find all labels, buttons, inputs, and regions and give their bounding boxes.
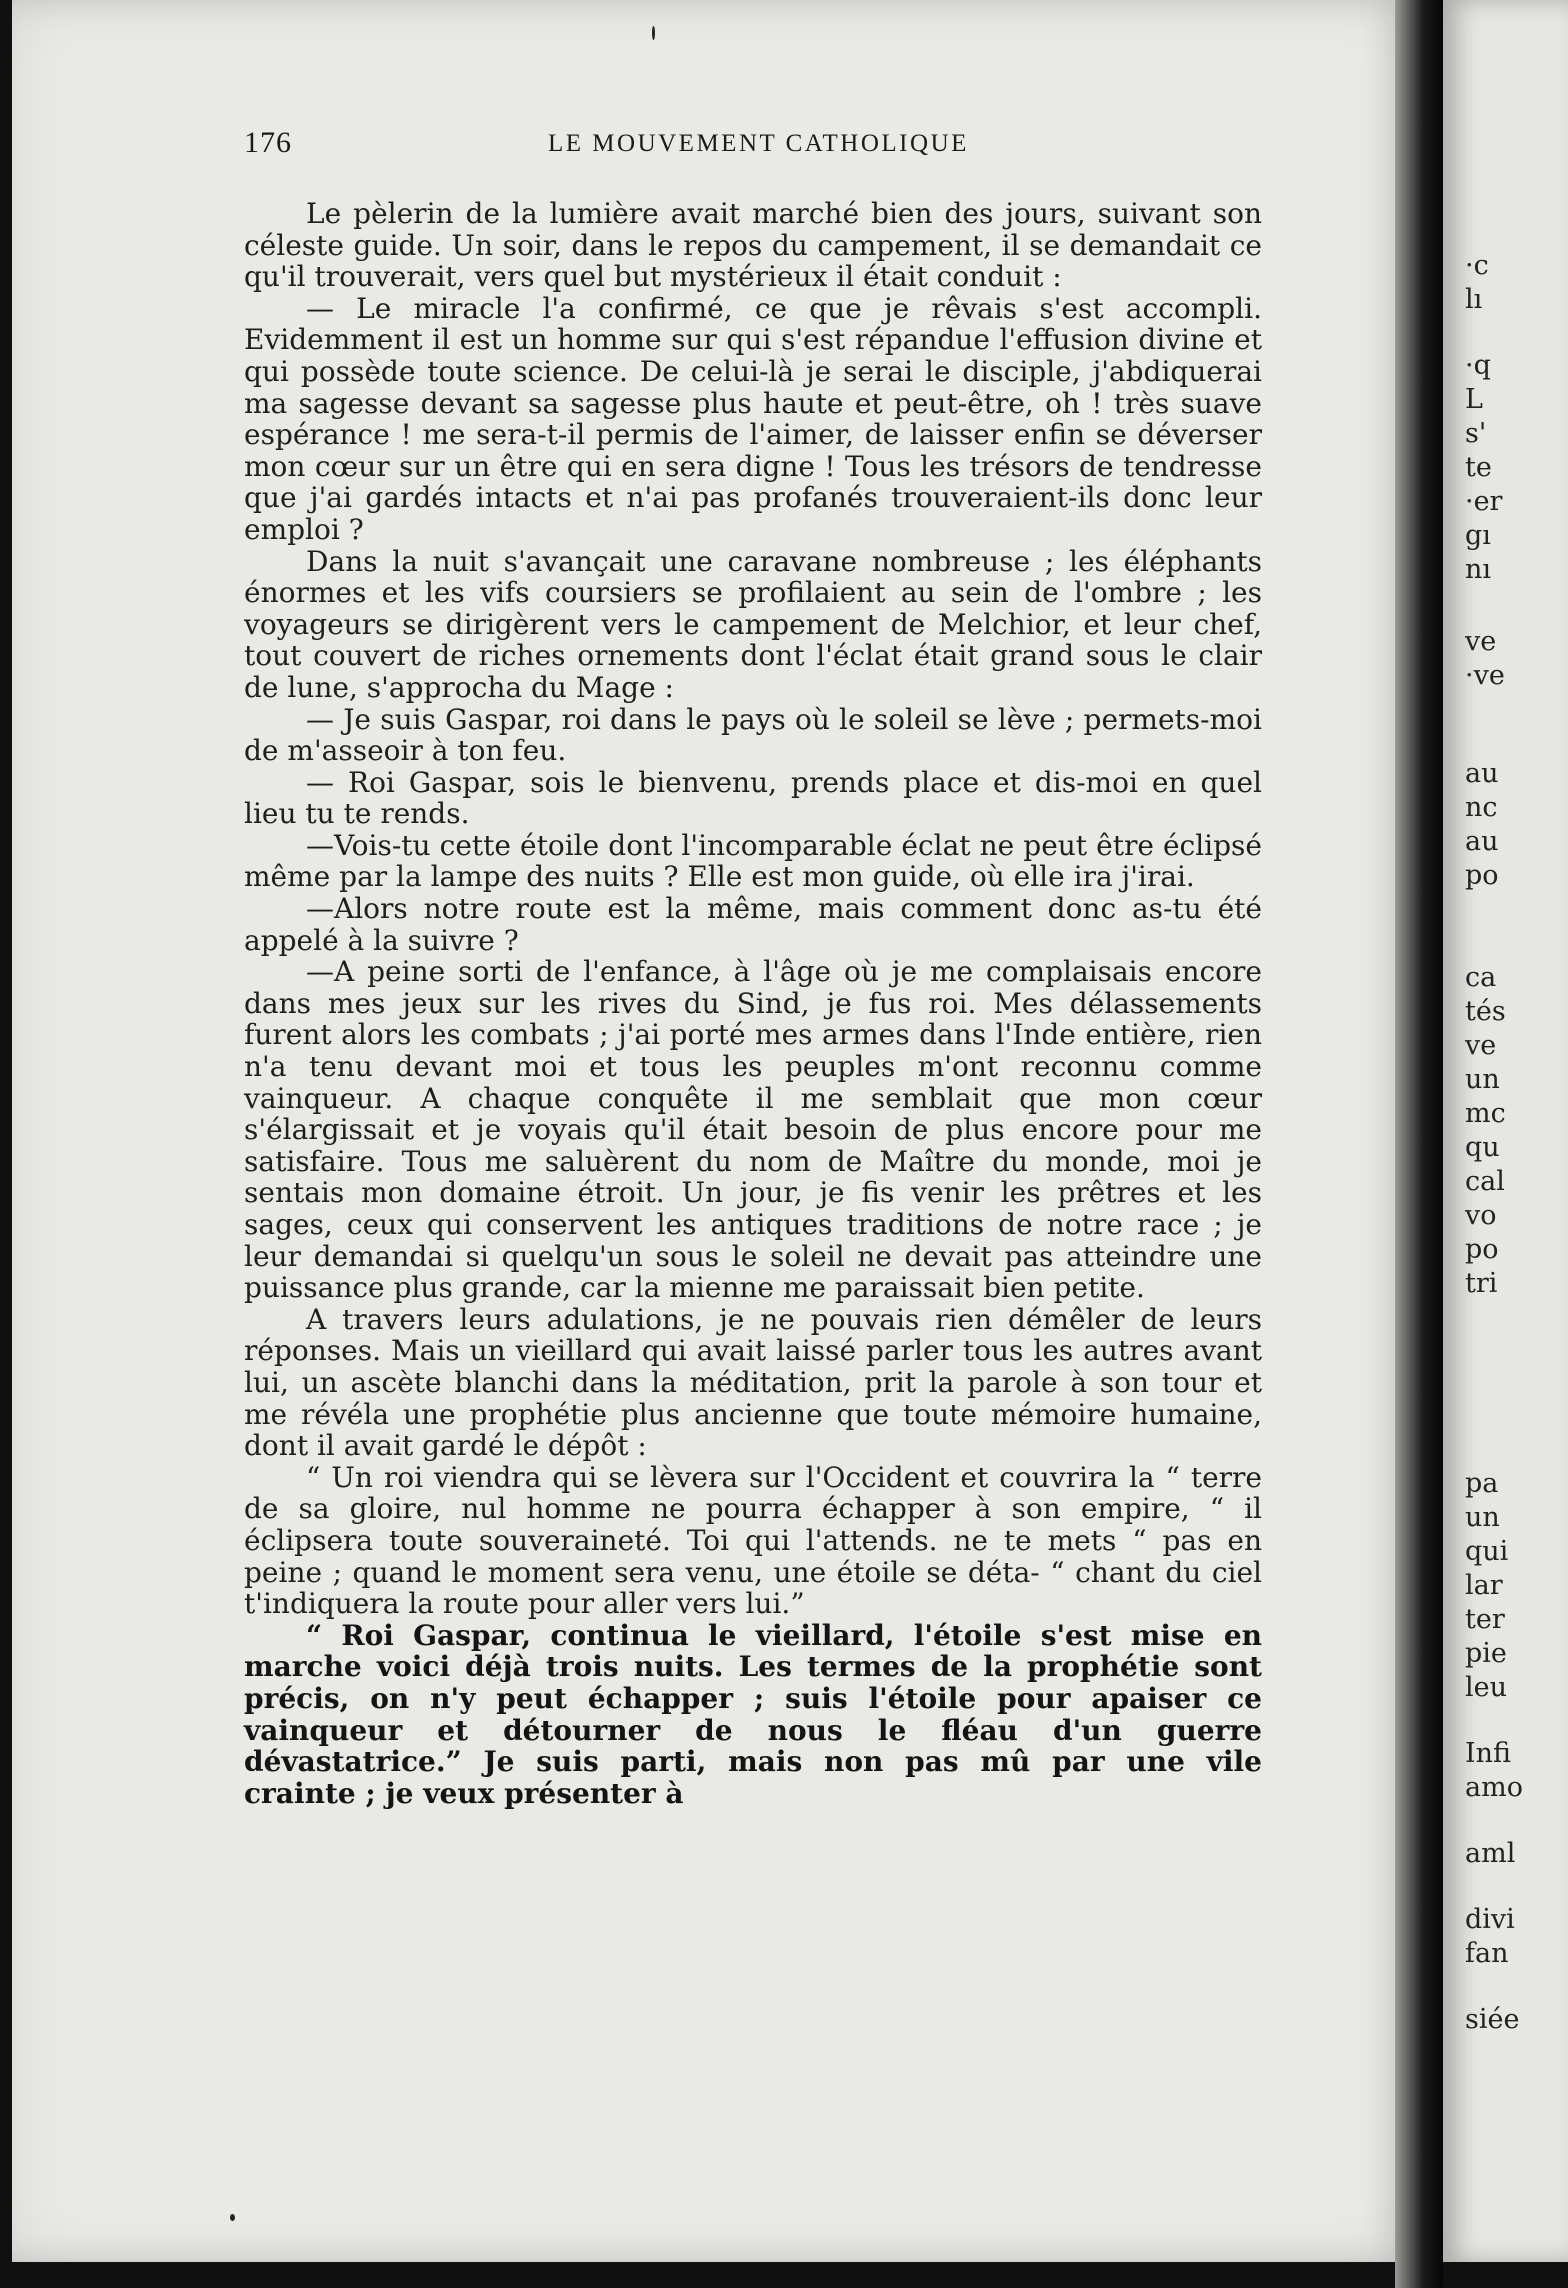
facing-page-fragment: divi [1465, 1904, 1515, 1935]
paragraph: Dans la nuit s'avançait une caravane nombreuse ; les éléphants énormes et les vifs coursiers se profilaient au sein de l'ombre ; les voyageurs se dirigèrent vers le campement de Melchior, et leur chef, tout couvert de riches ornements dont l'éclat était grand sous le clair de lune, s'approcha du Mage : [244, 544, 1262, 704]
facing-page-fragment: leu [1465, 1672, 1508, 1703]
facing-page-fragment: ter [1465, 1604, 1505, 1635]
facing-page-fragment: s' [1465, 418, 1487, 449]
paragraph: “ Roi Gaspar, continua le vieillard, l'étoile s'est mise en marche voici déjà trois nuits. Les termes de la prophétie sont précis, on n'y peut échapper ; suis l'étoile pour apaiser ce vainqueur et détourner de nous le fléau d'un guerre dévastatrice.” Je suis parti, mais non pas mû par une vile crainte ; je veux présenter à [244, 1618, 1262, 1810]
facing-page-fragment: ·c [1465, 250, 1489, 281]
book-page-right-edge [1443, 0, 1568, 2262]
paragraph: —Vois-tu cette étoile dont l'incomparable éclat ne peut être éclipsé même par la lampe des nuits ? Elle est mon guide, où elle ira j'irai. [244, 828, 1262, 894]
facing-page-text [1443, 0, 1568, 2262]
page-number: 176 [244, 126, 292, 159]
facing-page-fragment: amo [1465, 1772, 1523, 1803]
facing-page-fragment: lar [1465, 1570, 1503, 1601]
facing-page-fragment: qu [1465, 1132, 1500, 1163]
facing-page-fragment: tri [1465, 1268, 1498, 1299]
ink-speck [652, 26, 655, 40]
facing-page-fragment: ca [1465, 962, 1497, 993]
facing-page-fragment: un [1465, 1064, 1500, 1095]
facing-page-fragment: lı [1465, 284, 1483, 315]
book-page-left [12, 0, 1407, 2262]
facing-page-fragment: ve [1465, 626, 1497, 657]
facing-page-fragment: nı [1465, 554, 1492, 585]
facing-page-fragment: tés [1465, 996, 1506, 1027]
facing-page-fragment: fan [1465, 1938, 1509, 1969]
facing-page-fragment: au [1465, 758, 1499, 789]
paragraph: —Alors notre route est la même, mais comment donc as-tu été appelé à la suivre ? [244, 892, 1262, 957]
facing-page-fragment: au [1465, 826, 1499, 857]
facing-page-fragment: ·ve [1465, 660, 1505, 691]
paragraph: —A peine sorti de l'enfance, à l'âge où je me complaisais encore dans mes jeux sur les rives du Sind, je fus roi. Mes délassements furent alors les combats ; j'ai porté mes armes dans l'Inde entière, rien n'a tenu devant moi et tous les peuples m'ont reconnu comme vainqueur. A chaque conquête il me semblait que mon cœur s'élargissait et je voyais qu'il était besoin de plus encore pour me satisfaire. Tous me saluèrent du nom de Maître du monde, moi je sentais mon domaine étroit. Un jour, je fis venir les prêtres et les sages, ceux qui conservent les antiques traditions de notre race ; je leur demandai si quelqu'un sous le soleil ne devait pas atteindre une puissance plus grande, car la mienne me paraissait bien petite. [244, 955, 1262, 1305]
facing-page-fragment: po [1465, 860, 1499, 891]
body-text [244, 198, 1262, 1809]
facing-page-fragment: qui [1465, 1536, 1509, 1567]
facing-page-fragment: ·er [1465, 486, 1503, 517]
facing-page-fragment: pa [1465, 1468, 1499, 1499]
facing-page-fragment: te [1465, 452, 1492, 483]
facing-page-fragment: pie [1465, 1638, 1507, 1669]
facing-page-fragment: mc [1465, 1098, 1506, 1129]
paragraph: — Je suis Gaspar, roi dans le pays où le soleil se lève ; permets-moi de m'asseoir à ton feu. [244, 702, 1262, 768]
facing-page-fragment: gı [1465, 520, 1491, 551]
facing-page-fragment: siée [1465, 2004, 1520, 2035]
paragraph: Le pèlerin de la lumière avait marché bien des jours, suivant son céleste guide. Un soir, dans le repos du campement, il se demandait ce qu'il trouverait, vers quel but mystérieux il était conduit : [244, 197, 1262, 294]
page-header [12, 126, 1407, 166]
facing-page-fragment: ve [1465, 1030, 1497, 1061]
paragraph: — Roi Gaspar, sois le bienvenu, prends place et dis-moi en quel lieu tu te rends. [244, 765, 1262, 831]
facing-page-fragment: vo [1465, 1200, 1497, 1231]
paragraph: A travers leurs adulations, je ne pouvais rien démêler de leurs réponses. Mais un vieillard qui avait laissé parler tous les autres avant lui, un ascète blanchi dans la méditation, prit la parole à son tour et me révéla une prophétie plus ancienne que toute mémoire humaine, dont il avait gardé le dépôt : [244, 1302, 1262, 1463]
facing-page-fragment: cal [1465, 1166, 1505, 1197]
paragraph: — Le miracle l'a confirmé, ce que je rêvais s'est accompli. Evidemment il est un homme sur qui s'est répandue l'effusion divine et qui possède toute science. De celui-là je serai le disciple, j'abdiquerai ma sagesse devant sa sagesse plus haute et peut-être, oh ! très suave espérance ! me sera-t-il permis de l'aimer, de laisser enfin se déverser mon cœur sur un être qui en sera digne ! Tous les trésors de tendresse que j'ai gardés intacts et n'ai pas profanés trouveraient-ils donc leur emploi ? [244, 291, 1262, 546]
running-title: LE MOUVEMENT CATHOLIQUE [548, 130, 969, 157]
facing-page-fragment: nc [1465, 792, 1498, 823]
facing-page-fragment: L [1465, 384, 1483, 415]
paragraph: “ Un roi viendra qui se lèvera sur l'Occident et couvrira la “ terre de sa gloire, nul homme ne pourra échapper à son empire, “ il éclipsera toute souveraineté. Toi qui l'attends. ne te mets “ pas en peine ; quand le moment sera venu, une étoile se déta- “ chant du ciel t'indiquera la route pour aller vers lui.” [244, 1460, 1262, 1621]
facing-page-fragment: aml [1465, 1838, 1516, 1869]
facing-page-fragment: un [1465, 1502, 1500, 1533]
book-gutter [1395, 0, 1443, 2288]
ink-speck [230, 2214, 235, 2221]
facing-page-fragment: ·q [1465, 350, 1491, 381]
facing-page-fragment: po [1465, 1234, 1499, 1265]
facing-page-fragment: Infi [1465, 1738, 1512, 1769]
